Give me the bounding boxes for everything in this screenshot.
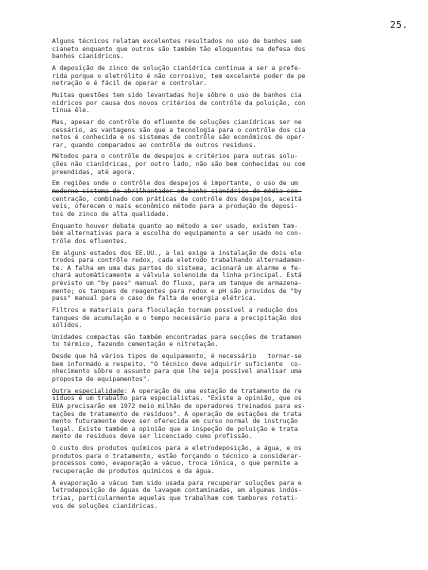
line-text: Métodos para o contrôle de despejos e critérios para outras solu- [52, 153, 298, 161]
line-text: mento futuramente deve ser oferecida em curso normal de instrução [52, 418, 298, 426]
line-text: Muitas questões tem sido levantadas hoje sôbre o uso de banhos cia [52, 91, 302, 99]
text-line [52, 395, 402, 403]
text-line [52, 127, 402, 135]
paragraph [52, 65, 402, 88]
text-line [52, 307, 402, 315]
line-text: letrodeposição de águas de lavagem contaminadas, em algumas indús- [52, 487, 302, 495]
line-text: preendidas, até agora. [52, 168, 136, 176]
line-text: Desde que há vários tipos de equipamento, é necessário tornar-se [52, 353, 302, 361]
line-text: síduos é um trabalho para especialistas. "Existe a opinião, que os [52, 395, 302, 403]
line-text: cessário, as vantagens são que a tecnologia para o contrôle dos cia [52, 126, 306, 134]
text-line [52, 468, 402, 476]
paragraph [52, 180, 402, 218]
text-line [52, 503, 402, 511]
line-text: to térmico, fazendo cementação e nitretação. [52, 341, 219, 349]
line-text: te. A falha em uma das partes do sistema, acionará um alarme e fe- [52, 264, 302, 272]
line-text: Alguns técnicos relatam excelentes resultados no uso de banhos sem [52, 38, 302, 45]
text-line [52, 272, 402, 280]
paragraph [52, 388, 402, 441]
paragraph [52, 445, 402, 475]
text-line [52, 169, 402, 177]
text-line [52, 119, 402, 127]
text-line [52, 368, 402, 376]
line-text: veis, oferecem o mais econômico método para a produção de deposi- [52, 203, 298, 211]
line-text: Mas, apesar do contrôle do efluente de soluções cianídricas ser ne [52, 118, 302, 126]
line-text: bem informado a respeito. "O técnico deve adquirir suficiente co- [52, 360, 302, 368]
line-text: produtos para o tratamento, estão forçando o técnico a considerar- [52, 452, 302, 460]
line-text: : A operação de uma estação de tratamento de re [123, 387, 302, 395]
text-line [52, 322, 402, 330]
text-line [52, 203, 402, 211]
text-line [52, 153, 402, 161]
line-text: cianeto enquanto que outros são também tão eloquentes na defesa dos [52, 45, 306, 53]
line-text: chará automàticamente a válvula solenoide da linha principal. Está [52, 272, 302, 280]
paragraph [52, 223, 402, 246]
text-line [52, 230, 402, 238]
line-text: ções não cianídricas, por outro lado, não são bem conhecidas ou com [52, 161, 306, 169]
paragraph [52, 92, 402, 115]
text-line [52, 180, 402, 188]
line-text: sólidos. [52, 322, 83, 330]
line-text: previsto um "by pass" manual do fluxo, para um tanque de armazena- [52, 279, 302, 287]
line-text: O custo dos produtos químicos para a eletrodeposição, a água, e os [52, 445, 302, 453]
text-line [52, 315, 402, 323]
text-line [52, 280, 402, 288]
line-text: bém alternativas para a escolha do equipamento a ser usado no con- [52, 230, 302, 238]
line-text: proposta de equipamentos". [52, 376, 151, 384]
line-text: tanques de acumulação e o tempo necessário para a precipitação dos [52, 314, 302, 322]
text-line [52, 80, 402, 88]
text-line [52, 353, 402, 361]
paragraph [52, 480, 402, 510]
text-line [52, 238, 402, 246]
text-line [52, 433, 402, 441]
text-line [52, 142, 402, 150]
text-line [52, 211, 402, 219]
text-line [52, 257, 402, 265]
paragraph [52, 250, 402, 303]
line-text: trôle dos efluentes. [52, 237, 128, 245]
line-text: Unidades compactas são também encontradas para secções de tratamen [52, 333, 302, 341]
line-text: Filtros e materiais para floculação tornam possível a redução dos [52, 306, 298, 314]
line-text: Em alguns estados dos EE.UU., a lei exige a instalação de dois ele [52, 249, 302, 257]
line-text: nídricos por causa dos novos critérios de contrôle da poluição, con [52, 99, 306, 107]
text-line [52, 445, 402, 453]
text-line [52, 65, 402, 73]
text-line [52, 161, 402, 169]
text-line [52, 288, 402, 296]
line-text: rida porque o eletrólito é não corrosivo, tem excelente poder de pe [52, 72, 306, 80]
line-text: moderno sistema de abrilhantador em banho cianídrico de média con- [52, 188, 302, 196]
line-text: mento; os tanques de reagentes para redox e pH são providos de "by [52, 287, 302, 295]
text-line [52, 418, 402, 426]
line-text: processos como, evaporação a vácuo, troca iônica, o que permite a [52, 460, 298, 468]
line-text: nhecimento sôbre o assunto para que lhe seja possível analisar uma [52, 368, 302, 376]
line-text: netração e é fácil de operar e controlar. [52, 80, 208, 88]
text-line [52, 376, 402, 384]
text-line [52, 460, 402, 468]
paragraph [52, 38, 402, 61]
line-text: rar, quando comparados ao contrôle de outros resíduos. [52, 141, 257, 149]
line-text: netos é conhecida e os sistemas de contrôle são econômicos de oper- [52, 134, 306, 142]
text-line [52, 134, 402, 142]
text-line [52, 341, 402, 349]
text-line [52, 100, 402, 108]
line-text: tos de zinco de alta qualidade. [52, 210, 170, 218]
text-line [52, 188, 402, 196]
page-number: 25. [389, 20, 408, 31]
line-text: mento de resíduos deve ser licenciado como profissão. [52, 433, 253, 441]
line-text: legal. Existe também a opinião que a inspeção de poluição e trata [52, 425, 298, 433]
line-text: Em regiões onde o contrôle dos despejos é importante, o uso de um [52, 180, 298, 188]
paragraph [52, 119, 402, 149]
text-line [52, 487, 402, 495]
line-text: Enquanto houver debate quanto ao método a ser usado, existem tam- [52, 222, 298, 230]
line-text: A deposição de zinco de solução cianídrica continua a ser a prefe- [52, 64, 302, 72]
text-line [52, 38, 402, 46]
line-text: tações de tratamento de resíduos". A operação de estações de trata [52, 410, 302, 418]
document-body [52, 38, 402, 510]
text-line [52, 107, 402, 115]
text-line [52, 495, 402, 503]
line-text: tinua êle. [52, 107, 90, 115]
line-text: pass" manual para o caso de falta de energia elétrica. [52, 295, 257, 303]
line-text: EUA precisarão em 1972 meio milhão de operadores treinados para es- [52, 403, 306, 410]
line-text: trodos para contrôle redox, cada eletrodo trabalhando alternadamen- [52, 257, 306, 265]
text-line [52, 295, 402, 303]
line-text: trias, particularmente aquelas que trabalham com tambores rotati- [52, 494, 298, 502]
paragraph [52, 153, 402, 176]
text-line [52, 53, 402, 61]
paragraph [52, 334, 402, 349]
text-line [52, 411, 402, 419]
paragraph [52, 307, 402, 330]
line-text: centração, combinado com práticas de contrôle dos despejos, aceitá [52, 195, 302, 203]
line-text: recuperação de produtos químicos e da água. [52, 467, 215, 475]
line-text: A evaporação a vácuo tem sido usada para recuperar soluções para e [52, 479, 302, 487]
line-text: vos de soluções cianídricas. [52, 502, 158, 510]
line-text: banhos cianídricos. [52, 53, 124, 61]
text-line [52, 92, 402, 100]
text-line [52, 403, 402, 411]
paragraph [52, 353, 402, 383]
section-heading: Outra especialidade [52, 387, 124, 395]
